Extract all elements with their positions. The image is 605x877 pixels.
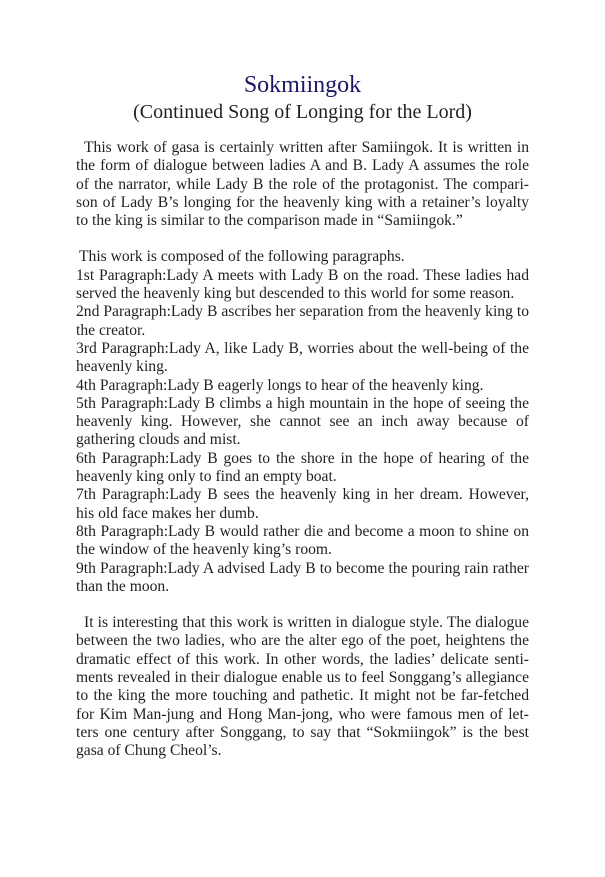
page-title: Sokmiingok (243, 72, 362, 98)
document-page (76, 72, 529, 761)
paragraph-item: 7th Paragraph:Lady B sees the heavenly king in her dream. However, his old face makes her dumb. (76, 486, 529, 522)
paragraph-item: 3rd Paragraph:Lady A, like Lady B, worries about the well-being of the heavenly king. (76, 339, 529, 376)
closing-paragraph: It is interesting that this work is written in dialogue style. The dialogue between the two ladies, who are the alter ego of the poet, heightens the dramatic effect of this work. In other words, the ladies’ delicate sentiments revealed in their dialogue enable us to feel Songgang’s allegiance to the king the more touching and pathetic. It might not be far-fetched for Kim Man-jung and Hong Man-jong, who were famous men of letters one century after Songgang, to say that “Sokmiingok” is the best gasa of Chung Cheol’s. (76, 614, 529, 760)
paragraph-item: 2nd Paragraph:Lady B ascribes her separation from the heavenly king to the creator. (76, 303, 529, 339)
paragraph-item: 8th Paragraph:Lady B would rather die and become a moon to shine on the window of the heavenly king’s room. (76, 522, 529, 559)
composition-lead: This work is composed of the following paragraphs. (79, 248, 405, 266)
intro-paragraph: This work of gasa is certainly written after Samiingok. It is written in the form of dialogue between ladies A and B. Lady A assumes the role of the narrator, while Lady B the role of the protagonist. The comparison of Lady B’s longing for the heavenly king with a retainer’s loyalty to the king is similar to the comparison made in “Samiingok.” (76, 139, 529, 230)
paragraph-item: 1st Paragraph:Lady A meets with Lady B on the road. These ladies had served the heavenly king but descended to this world for some reason. (76, 266, 529, 303)
page-subtitle: (Continued Song of Longing for the Lord) (133, 101, 472, 123)
composition-section (76, 248, 529, 596)
paragraph-item: 5th Paragraph:Lady B climbs a high mountain in the hope of seeing the heavenly king. However, she cannot see an inch away because of gathering clouds and mist. (76, 394, 529, 449)
paragraph-item: 4th Paragraph:Lady B eagerly longs to hear of the heavenly king. (76, 376, 484, 394)
paragraph-item: 6th Paragraph:Lady B goes to the shore in the hope of hearing of the heavenly king only to find an empty boat. (76, 449, 529, 486)
paragraph-item: 9th Paragraph:Lady A advised Lady B to become the pouring rain rather than the moon. (76, 559, 529, 595)
